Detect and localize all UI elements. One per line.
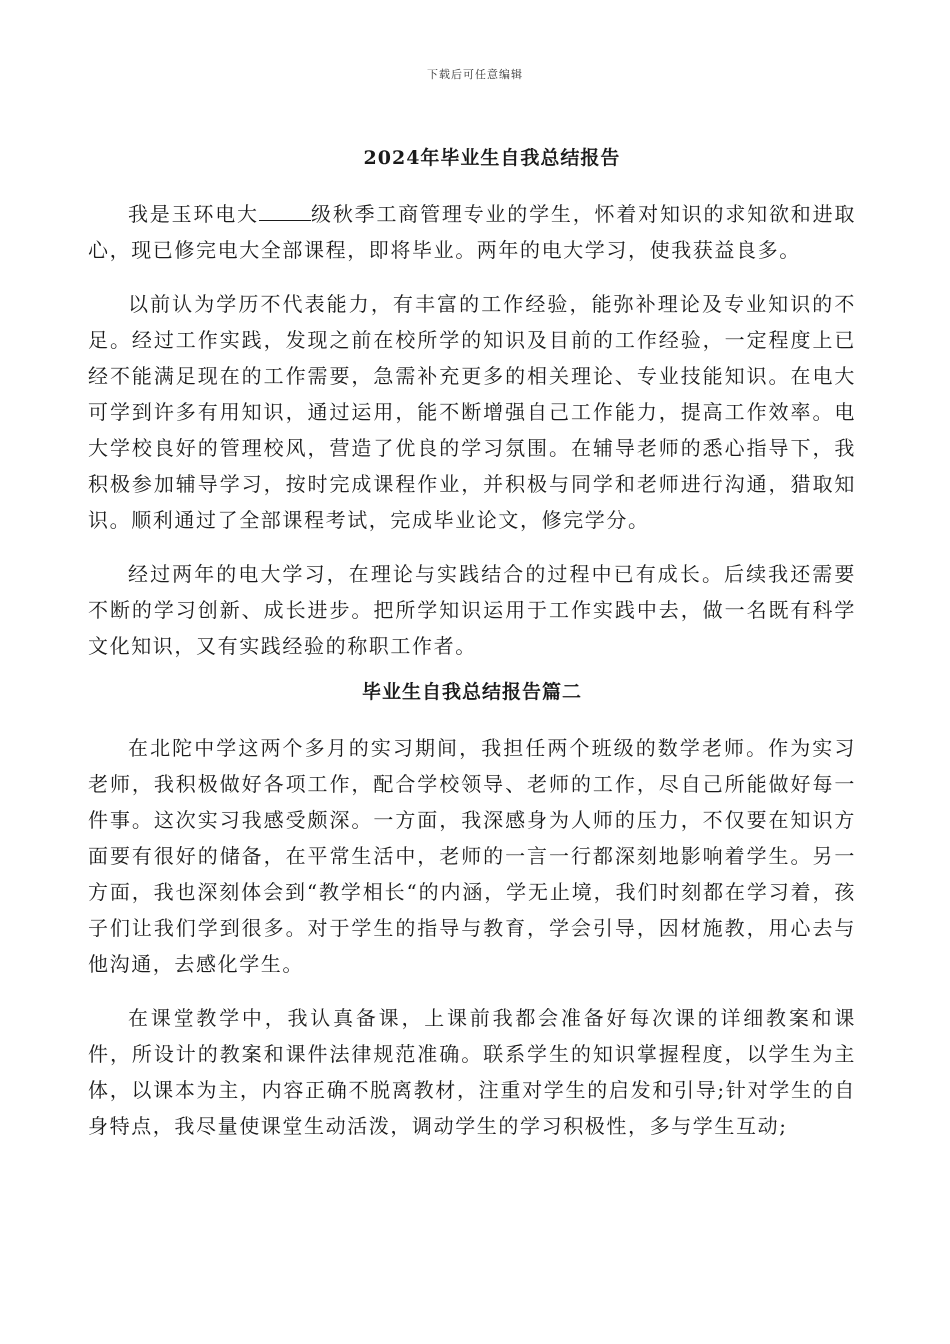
document-title: 2024年毕业生自我总结报告 <box>363 147 621 169</box>
paragraph-1-rest: 级秋季工商管理专业的学生，怀着对知识的求知欲和进取心，现已修完电大全部课程，即将毕业。两年的电大学习，使我获益良多。 <box>88 202 856 262</box>
section-title-2: 毕业生自我总结报告篇二 <box>361 681 582 703</box>
fill-in-blank <box>259 204 311 221</box>
paragraph-4: 在北陀中学这两个多月的实习期间，我担任两个班级的数学老师。作为实习老师，我积极做好各项工作，配合学校领导、老师的工作，尽自己所能做好每一件事。这次实习我感受颇深。一方面，我深感身为人师的压力，不仅要在知识方面要有很好的储备，在平常生活中，老师的一言一行都深刻地影响着学生。另一方面，我也深刻体会到“教学相长“的内涵，学无止境，我们时刻都在学习着，孩子们让我们学到很多。对于学生的指导与教育，学会引导，因材施教，用心去与他沟通，去感化学生。 <box>88 736 856 976</box>
paragraph-1 <box>88 196 856 268</box>
paragraph-3: 经过两年的电大学习，在理论与实践结合的过程中已有成长。后续我还需要不断的学习创新、成长进步。把所学知识运用于工作实践中去，做一名既有科学文化知识，又有实践经验的称职工作者。 <box>88 562 856 658</box>
paragraph-2: 以前认为学历不代表能力，有丰富的工作经验，能弥补理论及专业知识的不足。经过工作实践，发现之前在校所学的知识及目前的工作经验，一定程度上已经不能满足现在的工作需要，急需补充更多的相关理论、专业技能知识。在电大可学到许多有用知识，通过运用，能不断增强自己工作能力，提高工作效率。电大学校良好的管理校风，营造了优良的学习氛围。在辅导老师的悉心指导下，我积极参加辅导学习，按时完成课程作业，并积极与同学和老师进行沟通，猎取知识。顺利通过了全部课程考试，完成毕业论文，修完学分。 <box>88 292 856 532</box>
paragraph-5: 在课堂教学中，我认真备课，上课前我都会准备好每次课的详细教案和课件，所设计的教案和课件法律规范准确。联系学生的知识掌握程度，以学生为主体，以课本为主，内容正确不脱离教材，注重对学生的启发和引导;针对学生的自身特点，我尽量使课堂生动活泼，调动学生的学习积极性，多与学生互动; <box>88 1006 856 1138</box>
document-body <box>88 140 856 1144</box>
paragraph-1-start: 我是玉环电大 <box>128 202 259 226</box>
header-note: 下载后可任意编辑 <box>427 68 523 81</box>
